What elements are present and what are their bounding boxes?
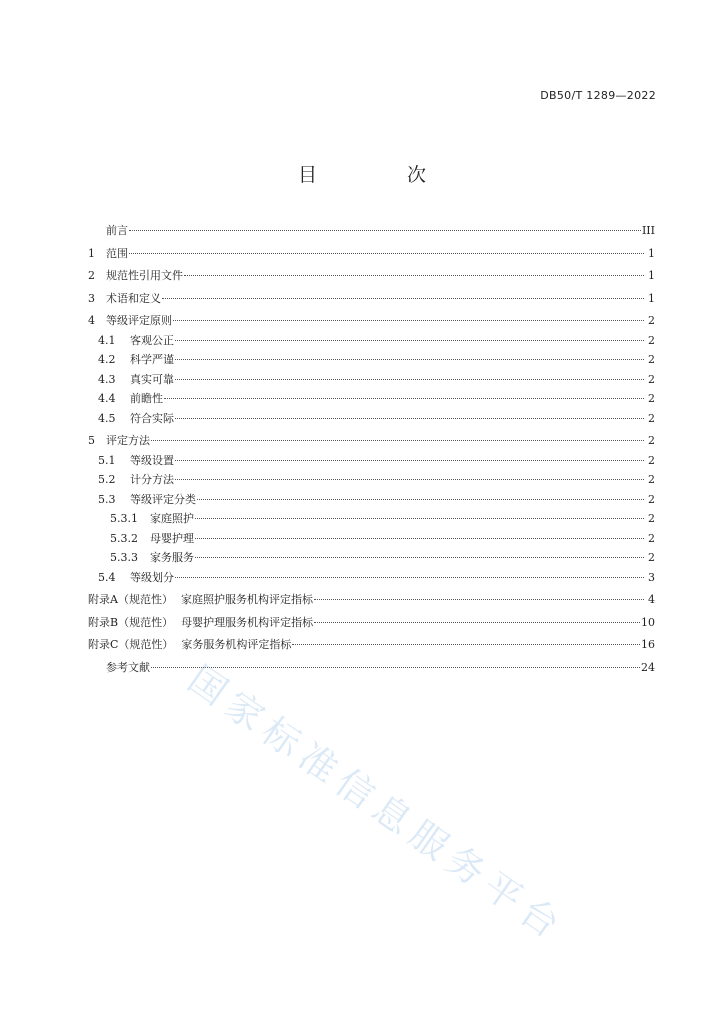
- toc-entry[interactable]: [88, 548, 655, 568]
- toc-leader-dots: [197, 498, 644, 500]
- toc-entry-page: 3: [648, 570, 655, 584]
- toc-leader-dots: [195, 517, 644, 519]
- toc-entry-number: 4.4: [98, 392, 116, 405]
- toc-entry-page: 2: [648, 314, 655, 327]
- toc-entry-number: 4.5: [98, 411, 116, 425]
- toc-entry[interactable]: [88, 529, 655, 549]
- toc-entry-page: 24: [641, 660, 655, 674]
- toc-entry-page: 2: [648, 353, 655, 366]
- toc-entry[interactable]: [88, 221, 655, 241]
- toc-entry-label: 等级评定分类: [130, 492, 196, 506]
- toc-entry[interactable]: [88, 311, 655, 331]
- toc-entry-page: 1: [648, 246, 655, 260]
- toc-entry[interactable]: [88, 370, 655, 390]
- toc-leader-dots: [129, 252, 644, 254]
- toc-entry-number: 2: [88, 269, 95, 282]
- toc-leader-dots: [175, 339, 644, 341]
- toc-entry-number: 5.2: [98, 473, 116, 486]
- toc-entry-number: 3: [88, 291, 95, 305]
- toc-entry-label: 评定方法: [106, 434, 150, 447]
- toc-entry-number: 5.3.2: [110, 531, 138, 545]
- toc-entry-label: 母婴护理: [150, 531, 194, 545]
- toc-entry-label: 等级评定原则: [106, 314, 172, 327]
- toc-entry[interactable]: [88, 509, 655, 529]
- toc-entry-label: 等级设置: [130, 453, 174, 467]
- toc-entry-page: 16: [641, 638, 655, 651]
- toc-entry-label: 真实可靠: [130, 372, 174, 386]
- toc-leader-dots: [195, 537, 644, 539]
- toc-entry-label: 家务服务: [150, 551, 194, 564]
- toc-entry-page: 2: [648, 492, 655, 506]
- toc-entry-page: 2: [648, 551, 655, 564]
- toc-entry-label: 前瞻性: [130, 392, 163, 405]
- toc-entry-number: 5.4: [98, 570, 116, 584]
- toc-leader-dots: [164, 397, 644, 399]
- toc-entry-label: 母婴护理服务机构评定指标: [181, 615, 314, 629]
- toc-entry-label: 科学严谨: [130, 353, 174, 366]
- toc-title: 目 次: [297, 164, 469, 186]
- toc-entry[interactable]: [88, 613, 655, 633]
- toc-leader-dots: [175, 358, 644, 360]
- toc-entry[interactable]: [88, 431, 655, 451]
- toc-entry-label: 规范性引用文件: [106, 269, 183, 282]
- toc-entry-label: 前言: [106, 224, 128, 237]
- toc-entry-page: III: [641, 224, 655, 237]
- toc-entry-number: 5: [88, 434, 95, 447]
- toc-entry-page: 10: [641, 615, 655, 629]
- toc-entry-page: 2: [648, 512, 655, 525]
- toc-entry-label: 等级划分: [130, 570, 174, 584]
- toc-leader-dots: [184, 274, 644, 276]
- toc-entry-number: 4.3: [98, 372, 116, 386]
- toc-entry-number: 4.2: [98, 353, 116, 366]
- toc-entry-number: 5.3.3: [110, 551, 138, 564]
- toc-entry-label: 计分方法: [130, 473, 174, 486]
- toc-leader-dots: [151, 666, 640, 668]
- toc-entry-number: 5.1: [98, 453, 116, 467]
- toc-entry-number: 4: [88, 314, 95, 327]
- toc-entry-page: 4: [648, 593, 655, 606]
- watermark: 国家标准信息服务平台: [180, 657, 574, 951]
- toc-entry-number: 附录A（规范性）: [88, 593, 173, 606]
- toc-entry-label: 范围: [106, 246, 128, 260]
- toc-entry[interactable]: [88, 635, 655, 655]
- toc-leader-dots: [175, 478, 644, 480]
- toc-entry-page: 2: [648, 434, 655, 447]
- toc-entry[interactable]: [88, 266, 655, 286]
- toc-entry-page: 1: [648, 269, 655, 282]
- toc-entry-number: 附录C（规范性）: [88, 638, 174, 651]
- toc-entry-page: 2: [648, 392, 655, 405]
- toc-leader-dots: [314, 598, 644, 600]
- toc-entry[interactable]: [88, 470, 655, 490]
- toc-leader-dots: [314, 621, 640, 623]
- toc-entry[interactable]: [88, 490, 655, 510]
- toc-leader-dots: [162, 297, 644, 299]
- toc-entry-label: 家庭照护: [150, 512, 194, 525]
- toc-entry-number: 5.3: [98, 492, 116, 506]
- toc-leader-dots: [175, 417, 644, 419]
- toc-leader-dots: [173, 319, 644, 321]
- toc-entry[interactable]: [88, 389, 655, 409]
- toc-entry-page: 2: [648, 372, 655, 386]
- toc-entry[interactable]: [88, 409, 655, 429]
- toc-entry[interactable]: [88, 658, 655, 678]
- toc-entry-label: 术语和定义: [106, 291, 161, 305]
- document-code: DB50/T 1289—2022: [540, 89, 656, 102]
- toc-leader-dots: [195, 556, 644, 558]
- toc-entry[interactable]: [88, 331, 655, 351]
- toc-entry-number: 1: [88, 246, 95, 260]
- toc-entry-page: 2: [648, 411, 655, 425]
- toc-entry-label: 符合实际: [130, 411, 174, 425]
- toc-entry-page: 2: [648, 333, 655, 347]
- toc-entry-page: 2: [648, 453, 655, 467]
- toc-entry-label: 家庭照护服务机构评定指标: [180, 593, 313, 606]
- toc-entry-label: 客观公正: [130, 333, 174, 347]
- toc-entry-number: 5.3.1: [110, 512, 138, 525]
- toc-entry[interactable]: [88, 451, 655, 471]
- toc-entry[interactable]: [88, 244, 655, 264]
- toc-entry-page: 2: [648, 531, 655, 545]
- toc-leader-dots: [175, 378, 644, 380]
- toc-leader-dots: [151, 439, 644, 441]
- toc-entry[interactable]: [88, 590, 655, 610]
- toc-leader-dots: [175, 459, 644, 461]
- toc-entry-label: 参考文献: [106, 660, 150, 674]
- toc-leader-dots: [175, 576, 644, 578]
- toc-entry-page: 1: [648, 291, 655, 305]
- toc-entry[interactable]: [88, 289, 655, 309]
- toc-leader-dots: [129, 229, 641, 231]
- toc-leader-dots: [292, 643, 640, 645]
- toc-entry-label: 家务服务机构评定指标: [181, 638, 292, 651]
- toc-entry[interactable]: [88, 568, 655, 588]
- toc-entry-number: 4.1: [98, 333, 116, 347]
- toc-entry-number: 附录B（规范性）: [88, 615, 174, 629]
- table-of-contents: [88, 221, 655, 677]
- toc-entry-page: 2: [648, 473, 655, 486]
- toc-entry[interactable]: [88, 350, 655, 370]
